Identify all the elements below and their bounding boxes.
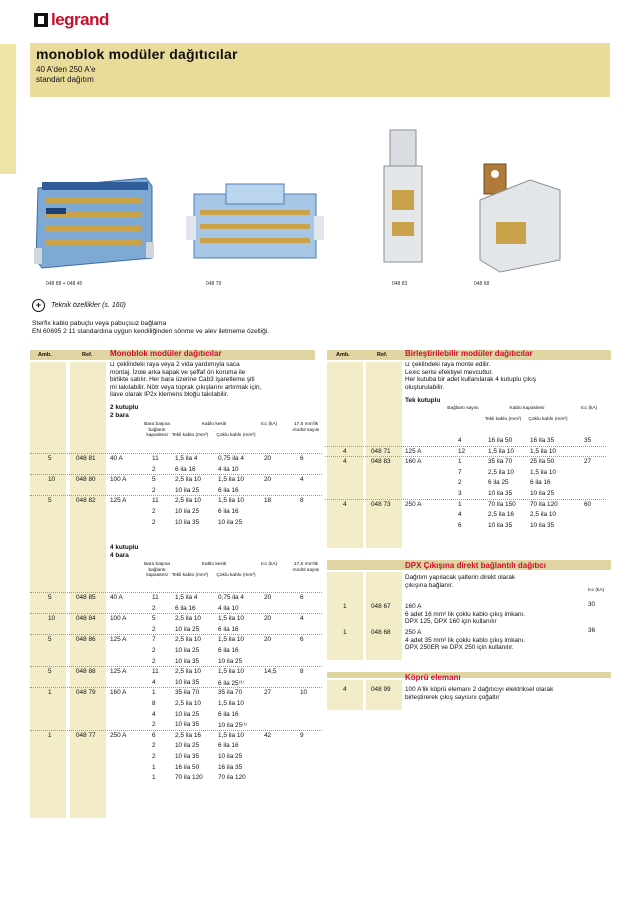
amb-header-right: Amb. — [336, 352, 350, 358]
cell-icc: 14,5 — [264, 668, 277, 676]
dpx-ref: 048 67 — [371, 603, 391, 610]
dpx-line: 4 adet 35 mm² lik çoklu kablo çıkış imkanı. — [405, 636, 526, 644]
cell-t: 10 ila 35 — [488, 521, 513, 529]
cell-c: 10 ila 25 — [530, 490, 555, 497]
cell-t: 10 ila 25 — [175, 742, 200, 750]
cell-c: 70 ila 120 — [530, 500, 558, 508]
cell-n: 6 — [458, 521, 462, 529]
cell-mod: 9 — [300, 731, 304, 739]
right-ref-column-2 — [366, 572, 402, 660]
col-head-bara: Bara başına bağlantı kapasitesi — [144, 562, 170, 578]
cell-t: 2,5 ila 10 — [175, 615, 201, 623]
cell-c: 1,5 ila 10 — [218, 476, 244, 484]
cell-t: 10 ila 35 — [488, 490, 513, 497]
table-row — [0, 742, 640, 753]
kopru-line: birleştirerek çıkış sayısını çoğaltır — [405, 693, 500, 701]
cell-c: 35 ila 70 — [218, 689, 243, 697]
intro-line: birlikte satılır. Her bara üzerine Cab3 işaretleme şiti — [110, 376, 255, 384]
cell-n: 2 — [152, 604, 156, 612]
dpx-line: DPX 250ER ve DPX 250 için kullanılır. — [405, 644, 514, 652]
cell-t: 2,5 ila 16 — [175, 731, 201, 739]
cell-c: 1,5 ila 10 — [218, 615, 244, 623]
cell-amb: 5 — [48, 497, 52, 505]
table-row — [0, 732, 640, 743]
col-head-module: 17,5 mm'lik modül sayısı — [292, 562, 320, 573]
cell-n: 11 — [152, 668, 159, 676]
row-divider — [325, 446, 606, 447]
cell-amb: 10 — [48, 615, 56, 623]
row-divider — [30, 613, 322, 614]
cell-t: 2,5 ila 10 — [175, 636, 201, 644]
cell-c: 10 ila 25 — [218, 657, 243, 665]
photo-caption-3: 048 83 — [392, 281, 408, 287]
cell-n: 5 — [152, 476, 156, 484]
cell-mod: 6 — [300, 636, 304, 644]
cell-amb: 5 — [48, 455, 52, 462]
cell-icc: 42 — [264, 731, 272, 739]
photo-caption-4: 048 68 — [474, 281, 490, 287]
cell-icc: 20 — [264, 455, 272, 462]
ref-header: Ref. — [82, 352, 93, 358]
ref-header-right: Ref. — [377, 352, 388, 358]
cell-c: 1,5 ila 10 — [218, 668, 244, 676]
cell-n: 1 — [458, 458, 462, 466]
cell-ref: 048 83 — [371, 458, 391, 466]
cell-c: 10 ila 25 — [218, 753, 243, 760]
cell-n: 2 — [152, 742, 156, 750]
right-group-title: Tek kutuplu — [405, 397, 441, 404]
title-band — [30, 43, 610, 97]
cell-t: 10 ila 25 — [175, 647, 200, 654]
table-row — [0, 764, 640, 775]
cell-t: 35 ila 70 — [488, 458, 513, 466]
cell-amp: 250 A — [405, 500, 422, 508]
dpx-icc: 30 — [588, 601, 596, 608]
dpx-ref: 048 68 — [371, 629, 391, 636]
cell-ref: 048 77 — [76, 731, 96, 739]
row-divider — [325, 456, 606, 457]
cell-ref: 048 73 — [371, 500, 391, 508]
cell-ref: 048 71 — [371, 447, 391, 455]
cell-amb: 5 — [48, 636, 52, 644]
col-head-module: 17,5 mm'lik modül sayısı — [292, 422, 320, 433]
cell-amp: 160 A — [110, 689, 127, 697]
dpx-icc-header: Icc (kA) — [587, 588, 605, 593]
intro-line: ⊔ çeklindeki raya monte edilir. — [405, 361, 491, 368]
table-row — [0, 458, 640, 469]
cell-t: 10 ila 35 — [175, 518, 200, 526]
cell-amb: 1 — [48, 689, 52, 697]
cell-n: 4 — [458, 511, 462, 519]
cell-n: 2 — [152, 465, 156, 473]
photo-caption-1: 048 88 + 048 45 — [46, 281, 83, 287]
page-subtitle: 40 A'den 250 A'e — [36, 65, 96, 74]
cell-n: 2 — [458, 479, 462, 487]
brand-name: legrand — [51, 10, 109, 29]
cell-mod: 6 — [300, 455, 304, 462]
intro-line: çıkışına bağlanır. — [405, 581, 454, 589]
cell-icc: 20 — [264, 636, 272, 644]
cell-ref: 048 88 — [76, 668, 96, 676]
cell-t: 70 ila 120 — [175, 774, 203, 782]
page-subtitle-2: standart dağıtım — [36, 75, 94, 84]
cell-amp: 100 A — [110, 615, 127, 623]
cell-icc: 27 — [264, 689, 272, 697]
cell-amp: 125 A — [405, 447, 422, 455]
dpx-amb: 1 — [343, 603, 347, 610]
cell-c: 4 ila 10 — [218, 465, 239, 473]
table-row — [0, 647, 640, 658]
cell-ref: 048 81 — [76, 455, 96, 462]
cell-n: 5 — [152, 615, 156, 623]
cell-mod: 8 — [300, 668, 304, 676]
cell-n: 2 — [152, 721, 156, 729]
cell-t: 10 ila 35 — [175, 657, 200, 665]
col-head-bara: Bara başına bağlantı kapasitesi — [144, 422, 170, 438]
right-amb-column-2 — [327, 572, 363, 660]
cell-c: 6 ila 16 — [530, 479, 551, 487]
right-section2-title: DPX Çıkışına direkt bağlantılı dağıtıcı — [405, 561, 546, 570]
cell-c: 1,5 ila 10 — [530, 468, 556, 476]
cell-c: 6 ila 16 — [218, 742, 239, 750]
cell-t: 2,5 ila 10 — [175, 700, 201, 707]
product-photo-048-83 — [380, 126, 426, 276]
cell-c: 0,75 ila 4 — [218, 455, 244, 462]
cell-t: 70 ila 150 — [488, 500, 516, 508]
cell-amb: 4 — [343, 458, 347, 466]
cell-icc: 60 — [584, 500, 592, 508]
cell-t: 1,5 ila 4 — [175, 455, 198, 462]
right-section1-title: Birleştirilebilir modüler dağıtıcılar — [405, 349, 533, 358]
cell-amp: 40 A — [110, 455, 123, 462]
table-row — [0, 479, 640, 490]
cell-t: 10 ila 25 — [175, 710, 200, 718]
table-row — [0, 501, 640, 512]
cell-c: 6 ila 25⁽¹⁾ — [218, 679, 244, 687]
cell-amp: 125 A — [110, 497, 127, 505]
cell-n: 1 — [152, 774, 156, 782]
cell-mod: 4 — [300, 476, 304, 484]
cell-c: 6 ila 16 — [218, 508, 239, 515]
row-divider — [325, 499, 606, 500]
cell-n: 6 — [152, 731, 156, 739]
cell-t: 1,5 ila 10 — [488, 447, 514, 455]
description-line-1: Sterfix kablo pabuçlu veya pabuçsuz bağlama — [32, 320, 167, 327]
col-head-cok: Çoklu kablo (mm²) — [216, 433, 256, 438]
intro-line: Lexic serisi efektiyel mevcuttur. — [405, 368, 494, 376]
row-divider — [30, 730, 322, 731]
cell-amb: 1 — [48, 731, 52, 739]
right-ref-column-3 — [366, 680, 402, 710]
cell-t: 10 ila 35 — [175, 678, 200, 686]
cell-ref: 048 86 — [76, 636, 96, 644]
cell-t: 10 ila 25 — [175, 486, 200, 494]
product-photo-048-79 — [186, 180, 324, 276]
cell-n: 11 — [152, 497, 159, 505]
intro-line: montaj. İzole arka kapak ve şeffaf ön koruma ile — [110, 368, 246, 376]
cell-c: 1,5 ila 10 — [218, 636, 244, 644]
cell-n: 7 — [458, 468, 462, 476]
cell-c: 70 ila 120 — [218, 774, 246, 782]
cell-mod: 8 — [300, 497, 304, 505]
cell-c: 10 ila 25 — [218, 518, 243, 526]
cell-n: 2 — [152, 657, 156, 665]
group2-title: 4 kutuplu — [110, 544, 139, 551]
dpx-icc: 36 — [588, 627, 596, 634]
description-line-2: EN 60695 2 11 standardına uygun kendiliğinden sönme ve alev iletmeme özelliği. — [32, 328, 270, 335]
cell-n: 8 — [152, 700, 156, 707]
cell-icc: 27 — [584, 458, 592, 466]
col-head-icc: Icc (kA) — [580, 406, 598, 411]
cell-n: 2 — [152, 486, 156, 494]
technical-note-label: Teknik özellikler (s. 160) — [51, 302, 126, 309]
cell-amb: 5 — [48, 668, 52, 676]
photo-caption-2: 048 79 — [206, 281, 222, 287]
dpx-line: 6 adet 16 mm² lik çoklu kablo çıkış imkanı. — [405, 610, 526, 618]
table-row — [0, 774, 640, 785]
col-head-cok: Çoklu kablo (mm²) — [528, 417, 568, 422]
amb-header: Amb. — [38, 352, 52, 358]
cell-mod: 4 — [300, 615, 304, 623]
kopru-amb: 4 — [343, 686, 347, 693]
dpx-line: 160 A — [405, 603, 422, 610]
cell-amb: 10 — [48, 476, 56, 484]
cell-c: 1,5 ila 10 — [218, 700, 244, 707]
intro-line: ilave olarak IP2x klemens bloğu takılabilir. — [110, 391, 229, 399]
cell-c: 2,5 ila 10 — [530, 511, 556, 519]
right-intro-2 — [405, 574, 611, 589]
description — [32, 320, 362, 336]
cell-n: 2 — [152, 518, 156, 526]
table-row — [0, 511, 640, 522]
cell-n: 2 — [152, 753, 156, 760]
cell-icc: 18 — [264, 497, 272, 505]
cell-amp: 125 A — [110, 668, 127, 676]
brand-logo — [34, 10, 109, 30]
cell-t: 10 ila 35 — [175, 753, 200, 760]
col-head-tekli: Tekli kablo (mm²) — [484, 417, 522, 422]
product-photo-048-68 — [470, 160, 566, 278]
cell-c: 1,5 ila 10 — [530, 447, 556, 455]
kopru-line: 100 A'lik köprü elemanı 2 dağıtıcıyı elektriksel olarak — [405, 686, 554, 693]
cell-t: 16 ila 50 — [175, 763, 200, 771]
cell-t: 2,5 ila 10 — [175, 668, 201, 676]
col-head-icc: Icc (kA) — [260, 562, 278, 567]
col-head-tekli: Tekli kablo (mm²) — [171, 573, 209, 578]
right-intro — [405, 361, 611, 391]
cell-c: 10 ila 25⁽¹⁾ — [218, 722, 248, 730]
cell-n: 1 — [152, 689, 156, 697]
right-table-header-3 — [327, 672, 611, 678]
table-row — [0, 636, 640, 647]
cell-n: 3 — [458, 490, 462, 497]
col-head-kablo: Kablo kesiti — [201, 422, 227, 427]
table-row — [0, 594, 640, 605]
table-row — [0, 700, 640, 711]
cell-n: 1 — [152, 763, 156, 771]
group2-subtitle: 4 bara — [110, 552, 129, 559]
cell-amp: 100 A — [110, 476, 127, 484]
cell-n: 4 — [152, 678, 156, 686]
col-head-icc: Icc (kA) — [260, 422, 278, 427]
cell-t: 6 ila 25 — [488, 479, 509, 487]
dpx-line: 250 A — [405, 629, 422, 636]
intro-line: ⊔ çeklindeki raya veya 2 vida yardımıyla saca — [110, 361, 240, 368]
cell-amp: 125 A — [110, 636, 127, 644]
sidebar-tab — [0, 44, 16, 174]
cell-t: 2,5 ila 10 — [175, 497, 201, 505]
cell-c: 0,75 ila 4 — [218, 594, 244, 601]
cell-t: 2,5 ila 10 — [488, 468, 514, 476]
group1-subtitle: 2 bara — [110, 412, 129, 419]
cell-amp: 160 A — [405, 458, 422, 466]
cell-t: 6 ila 16 — [175, 604, 196, 612]
cell-t: 2,5 ila 10 — [175, 476, 201, 484]
dpx-line: DPX 125, DPX 160 için kullanılır — [405, 618, 497, 626]
legrand-mark-icon — [34, 13, 48, 27]
cell-ref: 048 84 — [76, 615, 96, 623]
table-row — [0, 469, 640, 480]
cell-c: 1,5 ila 10 — [218, 731, 244, 739]
col-head-kablo: Kablo kesiti — [201, 562, 227, 567]
intro-line: oluşturulabilir. — [405, 383, 445, 391]
technical-note[interactable] — [32, 299, 126, 312]
col-head-cok: Çoklu kablo (mm²) — [216, 573, 256, 578]
table-row — [0, 711, 640, 722]
table-row — [0, 615, 640, 626]
cell-n: 11 — [152, 455, 159, 462]
cell-icc: 20 — [264, 594, 272, 601]
table-row — [0, 753, 640, 764]
group1-title: 2 kutuplu — [110, 404, 139, 411]
cell-c: 6 ila 16 — [218, 625, 239, 633]
cell-mod: 10 — [300, 689, 308, 697]
cell-amb: 4 — [343, 500, 347, 508]
row-divider — [30, 634, 322, 635]
cell-c: 6 ila 16 — [218, 710, 239, 718]
cell-amp: 250 A — [110, 731, 127, 739]
left-intro — [110, 361, 320, 399]
cell-n: 1 — [458, 500, 462, 508]
cell-c: 6 ila 16 — [218, 647, 239, 654]
cell-ref: 048 79 — [76, 689, 96, 697]
cell-n: 12 — [458, 447, 466, 455]
cell-t: 10 ila 25 — [175, 625, 200, 633]
cell-n: 11 — [152, 594, 159, 601]
cell-t: 6 ila 16 — [175, 465, 196, 473]
cell-n: 2 — [152, 647, 156, 654]
left-section-title: Monoblok modüler dağıtıcılar — [110, 349, 222, 358]
intro-line: Her kutuba bir adet kullanılarak 4 kutuplu çıkış — [405, 376, 537, 384]
table-row — [0, 522, 640, 533]
cell-amp: 40 A — [110, 594, 123, 601]
cell-c: 6 ila 16 — [218, 486, 239, 494]
cell-amb: 5 — [48, 594, 52, 601]
cell-c: 25 ila 50 — [530, 458, 555, 466]
row-divider — [30, 592, 322, 593]
cell-ref: 048 82 — [76, 497, 96, 505]
cell-n: 2 — [152, 508, 156, 515]
cell-c: 16 ila 35 — [530, 437, 555, 444]
row-divider — [30, 666, 322, 667]
cell-t: 2,5 ila 16 — [488, 511, 514, 519]
cell-ref: 048 85 — [76, 594, 96, 601]
cell-icc: 20 — [264, 615, 272, 623]
cell-amb: 4 — [343, 447, 347, 455]
cell-t: 1,5 ila 4 — [175, 594, 198, 601]
cell-c: 10 ila 35 — [530, 521, 555, 529]
col-head-kablo: Kablo kapasitesi — [509, 406, 545, 411]
right-section3-title: Köprü elemanı — [405, 673, 461, 682]
cell-c: 16 ila 35 — [218, 763, 243, 771]
cell-n: 2 — [152, 625, 156, 633]
cell-c: 1,5 ila 10 — [218, 497, 244, 505]
cell-mod: 6 — [300, 594, 304, 601]
intro-line: Dağıtım yapılacak şalterin direkt olarak — [405, 574, 516, 581]
col-head-tekli: Tekli kablo (mm²) — [171, 433, 209, 438]
right-amb-column-3 — [327, 680, 363, 710]
cell-t: 35 ila 70 — [175, 689, 200, 697]
cell-ref: 048 80 — [76, 476, 96, 484]
cell-n: 7 — [152, 636, 156, 644]
plus-icon: + — [32, 299, 45, 312]
col-head-bara: Bağlantı sayısı — [447, 406, 479, 411]
cell-t: 16 ila 50 — [488, 437, 513, 444]
product-photo-048-88 — [32, 168, 157, 276]
dpx-amb: 1 — [343, 629, 347, 636]
cell-n: 4 — [152, 710, 156, 718]
cell-t: 10 ila 25 — [175, 508, 200, 515]
row-divider — [30, 687, 322, 688]
cell-t: 10 ila 35 — [175, 721, 200, 729]
cell-n: 4 — [458, 437, 462, 444]
intro-line: mi takılabilir. Nötr veya toprak çıkışlarını artırmak için, — [110, 383, 262, 391]
cell-icc: 20 — [264, 476, 272, 484]
cell-icc: 35 — [584, 437, 592, 444]
kopru-ref: 048 99 — [371, 686, 391, 693]
cell-c: 4 ila 10 — [218, 604, 239, 612]
page-title: monoblok modüler dağıtıcılar — [36, 46, 238, 62]
